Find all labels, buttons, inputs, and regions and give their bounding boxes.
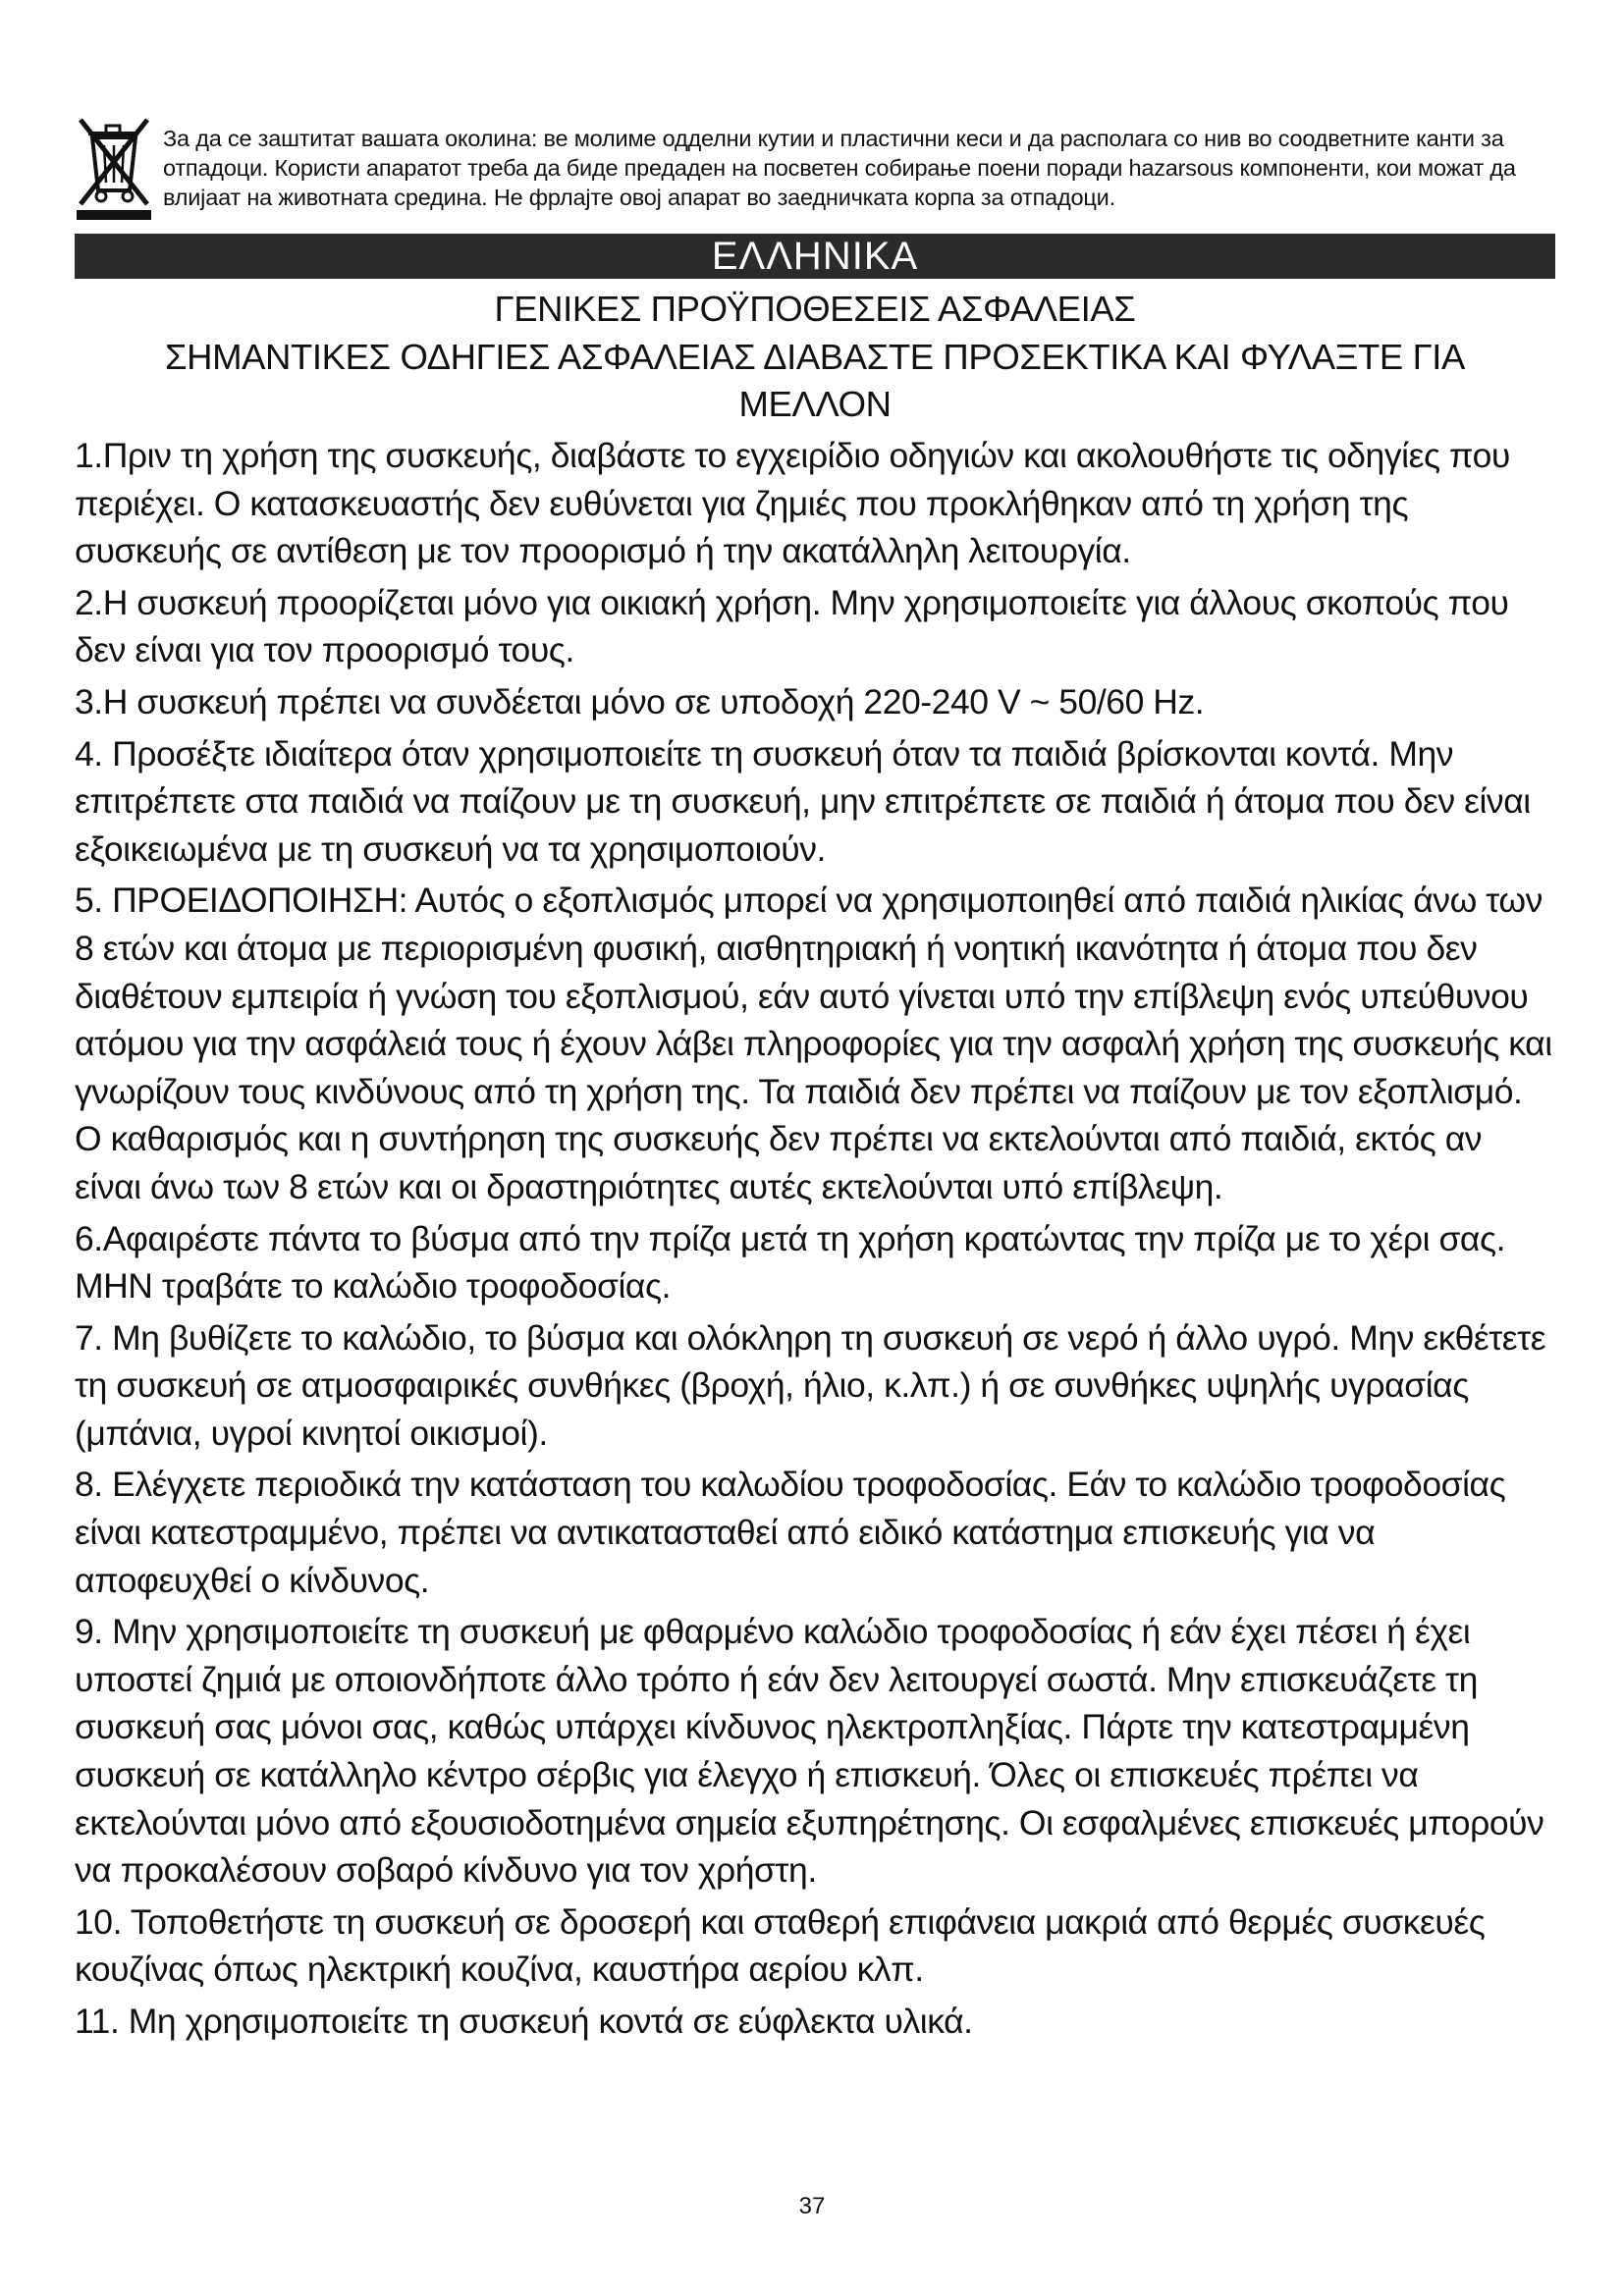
- crossed-out-wheelie-bin-icon: [75, 114, 153, 222]
- safety-instructions: [75, 432, 1555, 2050]
- instruction-item: 2.Η συσκευή προορίζεται μόνο για οικιακή χρήση. Μην χρησιμοποιείτε για άλλους σκοπούς που δεν είναι για τον προορισμό τους.: [75, 582, 1509, 670]
- instruction-item: 1.Πριν τη χρήση της συσκευής, διαβάστε το εγχειρίδιο οδηγιών και ακολουθήστε τις οδηγίες που περιέχει. Ο κατασκευαστής δεν ευθύνεται για ζημιές που προκλήθηκαν από τη χρήση της συσκευής σε αντίθεση με τον προορισμό ή την ακατάλληλη λειτουργία.: [75, 436, 1510, 571]
- recycle-notice: [75, 110, 1557, 228]
- language-section-bar: ΕΛΛΗΝΙΚΑ: [75, 234, 1555, 279]
- instruction-item: 9. Μην χρησιμοποιείτε τη συσκευή με φθαρμένο καλώδιο τροφοδοσίας ή εάν έχει πέσει ή έχει υποστεί ζημιά με οποιονδήποτε άλλο τρόπο ή εάν δεν λειτουργεί σωστά. Μην επισκευάζετε τη συσκευή σας μόνοι σας, καθώς υπάρχει κίνδυνος ηλεκτροπληξίας. Πάρτε την κατεστραμμένη συσκευή σε κατάλληλο κέντρο σέρβις για έλεγχο ή επισκευή. Όλες οι επισκευές πρέπει να εκτελούνται μόνο από εξουσιοδοτημένα σημεία εξυπηρέτησης. Οι εσφαλμένες επισκευές μπορούν να προκαλέσουν σοβαρό κίνδυνο για τον χρήστη.: [75, 1612, 1544, 1891]
- instruction-item: 7. Μη βυθίζετε το καλώδιο, το βύσμα και ολόκληρη τη συσκευή σε νερό ή άλλο υγρό. Μην εκθέτετε τη συσκευή σε ατμοσφαιρικές συνθήκες (βροχή, ήλιο, κ.λπ.) ή σε συνθήκες υψηλής υγρασίας (μπάνια, υγροί κινητοί οικισμοί).: [75, 1317, 1546, 1453]
- instruction-item: 6.Αφαιρέστε πάντα το βύσμα από την πρίζα μετά τη χρήση κρατώντας την πρίζα με το χέρι σας. ΜΗΝ τραβάτε το καλώδιο τροφοδοσίας.: [75, 1218, 1506, 1307]
- instruction-item: 10. Τοποθετήστε τη συσκευή σε δροσερή και σταθερή επιφάνεια μακριά από θερμές συσκευές κουζίνας όπως ηλεκτρική κουζίνα, καυστήρα αερίου κλπ.: [75, 1901, 1486, 1990]
- section-title: ΓΕΝΙΚΕΣ ΠΡΟΫΠΟΘΕΣΕΙΣ ΑΣΦΑΛΕΙΑΣ: [494, 289, 1136, 329]
- section-subtitle-line-1: ΣΗΜΑΝΤΙΚΕΣ ΟΔΗΓΙΕΣ ΑΣΦΑΛΕΙΑΣ ΔΙΑΒΑΣΤΕ ΠΡΟΣΕΚΤΙΚΑ ΚΑΙ ΦΥΛΑΞΤΕ ΓΙΑ: [164, 337, 1465, 377]
- instruction-item: 3.Η συσκευή πρέπει να συνδέεται μόνο σε υποδοχή 220-240 V ~ 50/60 Hz.: [75, 681, 1205, 721]
- page-number: 37: [798, 2193, 826, 2219]
- instruction-item: 11. Μη χρησιμοποιείτε τη συσκευή κοντά σε εύφλεκτα υλικά.: [75, 2002, 973, 2041]
- instruction-item: 8. Ελέγχετε περιοδικά την κατάσταση του καλωδίου τροφοδοσίας. Εάν το καλώδιο τροφοδοσίας είναι κατεστραμμένο, πρέπει να αντικατασταθεί από ειδικό κατάστημα επισκευής για να αποφευχθεί ο κίνδυνος.: [75, 1465, 1506, 1600]
- recycle-notice-text: За да се заштитат вашата околина: ве молиме одделни кутии и пластични кеси и да располага со нив во соодветните канти за отпадоци. Користи апаратот треба да биде предаден на посветен собирање поени поради hazarsous компоненти, кои можат да влијаат на животната средина. Не фрлајте овој апарат во заедничката корпа за отпадоци.: [163, 126, 1516, 210]
- instruction-item: 5. ΠΡΟΕΙΔΟΠΟΙΗΣΗ: Αυτός ο εξοπλισμός μπορεί να χρησιμοποιηθεί από παιδιά ηλικίας άνω των 8 ετών και άτομα με περιορισμένη φυσική, αισθητηριακή ή νοητική ικανότητα ή άτομα που δεν διαθέτουν εμπειρία ή γνώση του εξοπλισμού, εάν αυτό γίνεται υπό την επίβλεψη ενός υπεύθυνου ατόμου για την ασφάλειά τους ή έχουν λάβει πληροφορίες για την ασφαλή χρήση της συσκευής και γνωρίζουν τους κινδύνους από τη χρήση της. Τα παιδιά δεν πρέπει να παίζουν με τον εξοπλισμό. Ο καθαρισμός και η συντήρηση της συσκευής δεν πρέπει να εκτελούνται από παιδιά, εκτός αν είναι άνω των 8 ετών και οι δραστηριότητες αυτές εκτελούνται υπό επίβλεψη.: [75, 881, 1552, 1206]
- section-subtitle-line-2: ΜΕΛΛΟΝ: [738, 384, 892, 424]
- instruction-item: 4. Προσέξτε ιδιαίτερα όταν χρησιμοποιείτε τη συσκευή όταν τα παιδιά βρίσκονται κοντά. Μην επιτρέπετε στα παιδιά να παίζουν με τη συσκευή, μην επιτρέπετε σε παιδιά ή άτομα που δεν είναι εξοικειωμένα με τη συσκευή να τα χρησιμοποιούν.: [75, 733, 1531, 869]
